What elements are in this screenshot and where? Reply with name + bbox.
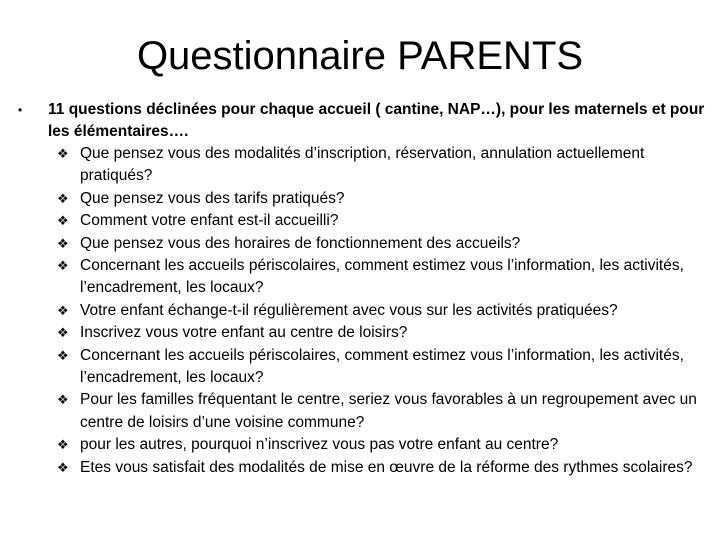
- question-text: Pour les familles fréquentant le centre, seriez vous favorables à un regroupement avec un centre de loisirs d’une voisine commune?: [80, 391, 697, 431]
- diamond-bullet-icon: ❖: [57, 392, 69, 408]
- diamond-bullet-icon: ❖: [57, 190, 69, 206]
- question-text: Votre enfant échange-t-il régulièrement avec vous sur les activités pratiquées?: [80, 301, 618, 319]
- question-text: Concernant les accueils périscolaires, comment estimez vous l’information, les activités, l’encadrement, les locaux?: [80, 257, 684, 297]
- diamond-bullet-icon: ❖: [57, 302, 69, 318]
- question-text: Comment votre enfant est-il accueilli?: [80, 212, 339, 230]
- question-text: Que pensez vous des horaires de fonctionnement des accueils?: [80, 234, 521, 252]
- main-bullet-item: [18, 99, 714, 143]
- diamond-bullet-icon: ❖: [57, 459, 69, 475]
- diamond-bullet-icon: ❖: [57, 437, 69, 453]
- question-item: [18, 345, 714, 390]
- question-item: [18, 457, 714, 479]
- question-text: Etes vous satisfait des modalités de mise en œuvre de la réforme des rythmes scolaires?: [80, 458, 693, 476]
- main-bullet-text: 11 questions déclinées pour chaque accueil ( cantine, NAP…), pour les maternels et pour les élémentaires….: [48, 101, 705, 140]
- bullet-dot-icon: •: [18, 103, 23, 117]
- questions-list: [18, 143, 714, 479]
- diamond-bullet-icon: ❖: [57, 235, 69, 251]
- question-item: [18, 300, 714, 322]
- diamond-bullet-icon: ❖: [57, 347, 69, 363]
- diamond-bullet-icon: ❖: [57, 213, 69, 229]
- question-item: [18, 210, 714, 232]
- question-text: Concernant les accueils périscolaires, comment estimez vous l’information, les activités, l’encadrement, les locaux?: [80, 346, 684, 387]
- diamond-bullet-icon: ❖: [57, 258, 69, 274]
- question-item: [18, 434, 714, 456]
- diamond-bullet-icon: ❖: [57, 146, 69, 161]
- question-item: [18, 143, 714, 188]
- question-text: pour les autres, pourquoi n’inscrivez vous pas votre enfant au centre?: [80, 436, 559, 454]
- question-item: [18, 322, 714, 344]
- question-text: Inscrivez vous votre enfant au centre de loisirs?: [80, 324, 408, 342]
- question-text: Que pensez vous des tarifs pratiqués?: [80, 189, 345, 207]
- slide-body: [18, 99, 714, 479]
- question-item: [18, 233, 714, 255]
- question-text: Que pensez vous des modalités d’inscription, réservation, annulation actuellement pratiqués?: [80, 145, 645, 185]
- question-item: [18, 188, 714, 210]
- slide-title: Questionnaire PARENTS: [136, 34, 584, 78]
- question-item: [18, 255, 714, 300]
- question-item: [18, 389, 714, 434]
- diamond-bullet-icon: ❖: [57, 325, 69, 341]
